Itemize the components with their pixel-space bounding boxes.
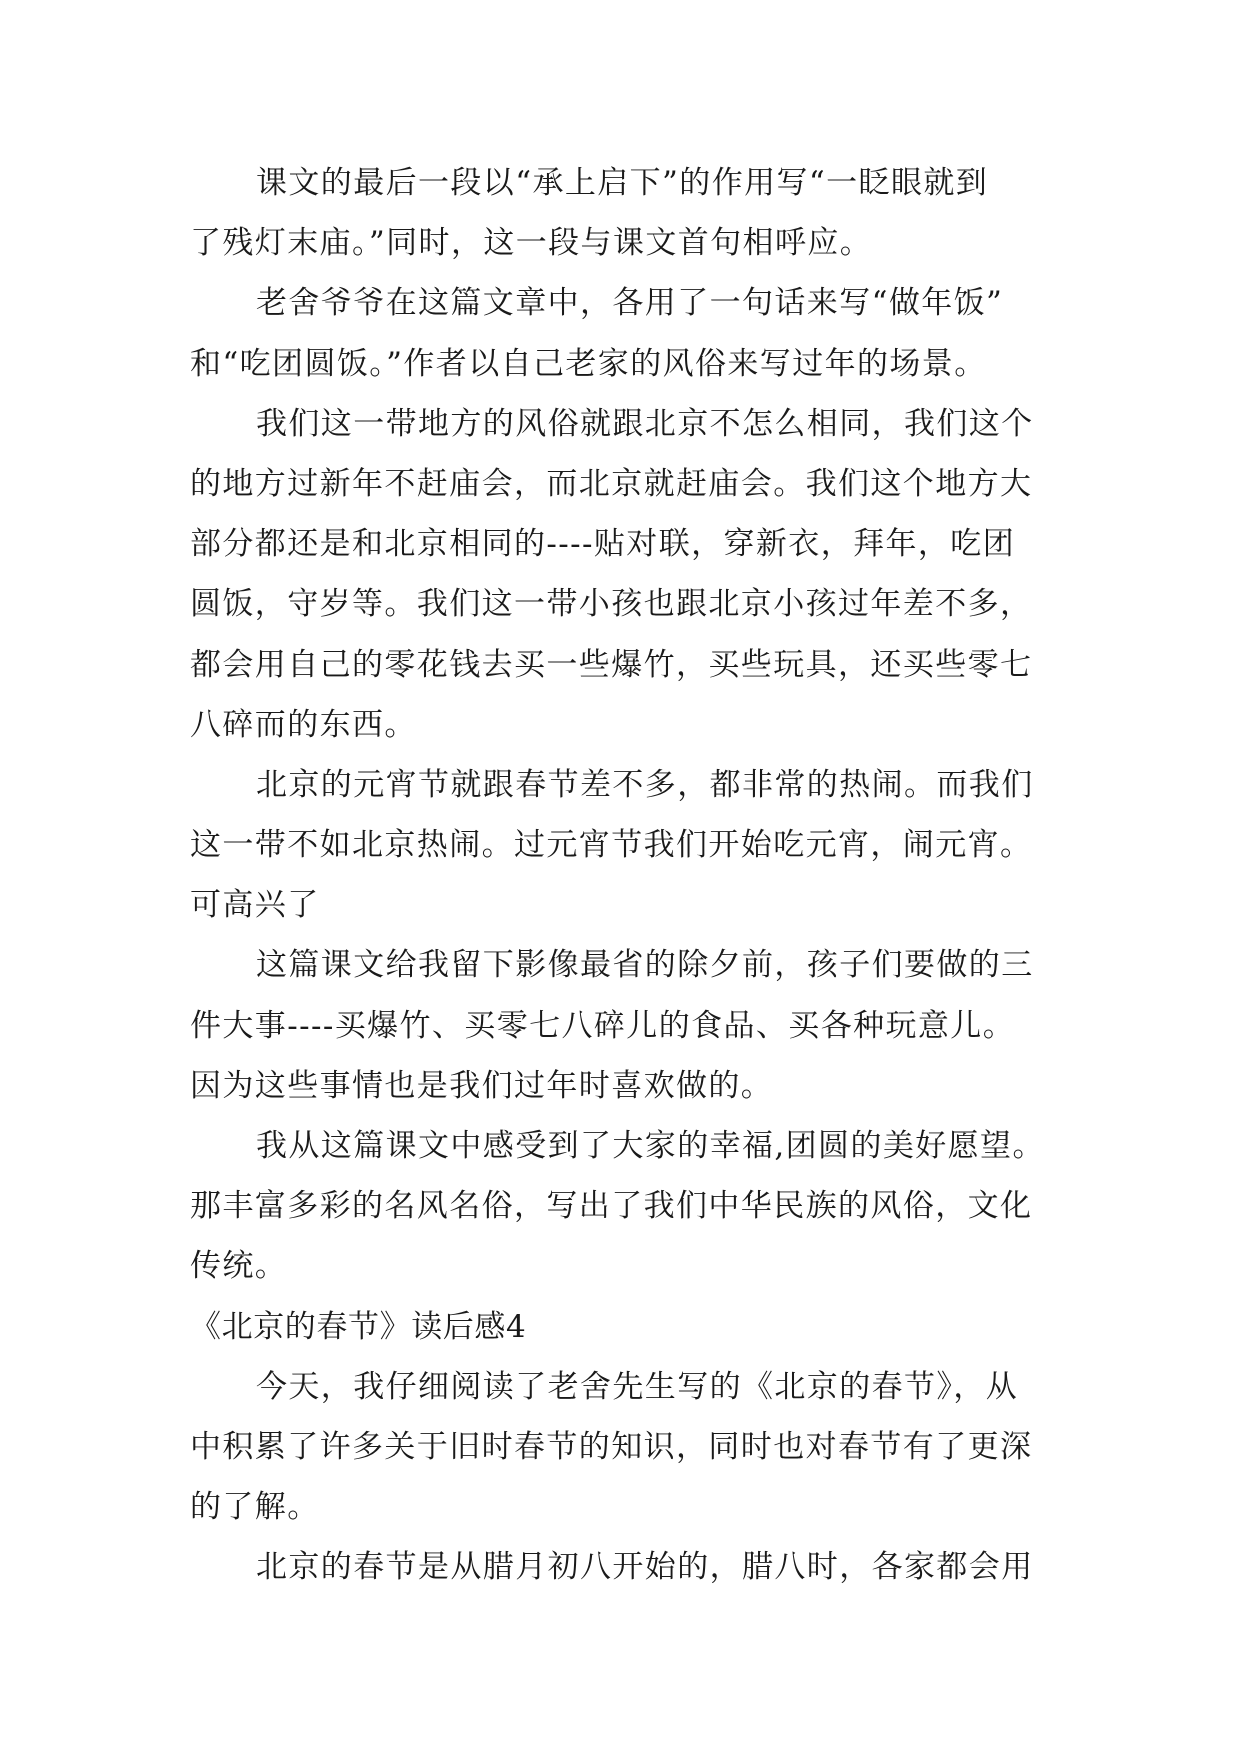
paragraph-first-line: 北京的元宵节就跟春节差不多，都非常的热闹。而我们 <box>256 766 1034 803</box>
paragraph-line: 这一带不如北京热闹。过元宵节我们开始吃元宵，闹元宵。 <box>190 827 1033 864</box>
paragraph-line: 八碎而的东西。 <box>190 706 417 743</box>
paragraph-first-line: 我们这一带地方的风俗就跟北京不怎么相同，我们这个 <box>256 405 1034 442</box>
paragraph-line: 那丰富多彩的名风名俗，写出了我们中华民族的风俗，文化 <box>190 1188 1033 1225</box>
paragraph-line: 和“吃团圆饭。”作者以自己老家的风俗来写过年的场景。 <box>190 345 987 382</box>
document-body <box>190 153 1050 1598</box>
paragraph-line: 部分都还是和北京相同的----贴对联，穿新衣，拜年，吃团 <box>190 526 1016 563</box>
paragraph-first-line: 这篇课文给我留下影像最省的除夕前，孩子们要做的三 <box>256 947 1034 984</box>
paragraph-line: 的了解。 <box>190 1489 320 1526</box>
paragraph-line: 圆饭，守岁等。我们这一带小孩也跟北京小孩过年差不多， <box>190 586 1033 623</box>
paragraph-line: 了残灯末庙。”同时，这一段与课文首句相呼应。 <box>190 225 873 262</box>
paragraph-line: 的地方过新年不赶庙会，而北京就赶庙会。我们这个地方大 <box>190 465 1033 502</box>
paragraph-first-line: 北京的春节是从腊月初八开始的，腊八时，各家都会用 <box>256 1549 1034 1586</box>
paragraph-line: 都会用自己的零花钱去买一些爆竹，买些玩具，还买些零七 <box>190 646 1033 683</box>
paragraph-line: 中积累了许多关于旧时春节的知识，同时也对春节有了更深 <box>190 1428 1033 1465</box>
paragraph-line: 传统。 <box>190 1248 288 1285</box>
paragraph-first-line: 今天，我仔细阅读了老舍先生写的《北京的春节》，从 <box>256 1368 1019 1405</box>
paragraph-first-line: 我从这篇课文中感受到了大家的幸福,团圆的美好愿望。 <box>256 1128 1045 1164</box>
paragraph-first-line: 老舍爷爷在这篇文章中，各用了一句话来写“做年饭” <box>256 285 1004 322</box>
paragraph-first-line: 课文的最后一段以“承上启下”的作用写“一眨眼就到 <box>256 165 989 201</box>
paragraph-line: 可高兴了 <box>190 887 320 924</box>
paragraph-line: 件大事----买爆竹、买零七八碎儿的食品、买各种玩意儿。 <box>190 1007 1016 1044</box>
paragraph-line: 因为这些事情也是我们过年时喜欢做的。 <box>190 1067 774 1104</box>
section-heading: 《北京的春节》读后感4 <box>190 1308 527 1345</box>
